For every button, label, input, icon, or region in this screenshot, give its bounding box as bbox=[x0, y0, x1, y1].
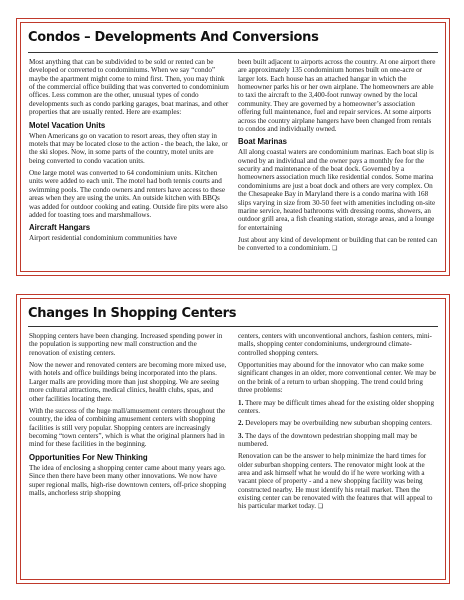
list-item-3 bbox=[238, 432, 438, 449]
list-number: 2. bbox=[238, 419, 244, 428]
paragraph-3: With the success of the huge mall/amusement centers throughout the country, the idea of combining amusement centers with shopping facilities is still very popular. Shopping centers are increasingly becoming “town centers”, which is what the original planners had in mind for these facilities in the beginning. bbox=[29, 406, 226, 449]
motel-paragraph-2: One large motel was converted to 64 condominium units. Kitchen units were added to each unit. The motel had both tennis courts and swimming pools. The condo owners and renters have access to these areas when they are using the units. An outside kitchen with BBQs was added for outdoor cooking and eating. Outside fire pits were also added for toasting toes and marshmallows. bbox=[29, 169, 228, 219]
article-columns bbox=[29, 332, 438, 576]
shopping-article-panel bbox=[20, 298, 446, 580]
paragraph-1: Shopping centers have been changing. Increased spending power in the population is supporting new mall construction and the renovation of existing centers. bbox=[29, 332, 223, 357]
column-left bbox=[29, 332, 229, 576]
boat-paragraph: All along coastal waters are condominium marinas. Each boat slip is owned by an individual and the owner pays a monthly fee for the security and maintenance of the boat dock. Governed by a homeowners association much like residential condos. Some marina condominiums are just a boat dock and others are very complex. On the Chesapeake Bay in Maryland there is a condo marina with 168 slips varying in size from 30-50 feet with amenities including on-site marine service, heated bathrooms with dressing rooms, showers, an outdoor grill area, a fish cleaning station, storage areas, and a lounge for entertaining bbox=[238, 148, 436, 232]
paragraph-6: Opportunities may abound for the innovator who can make some significant changes in an older, more conventional center. We may be on the brink of a return to urban shopping. The trend could bring three problems: bbox=[238, 361, 437, 395]
paragraph-4: The idea of enclosing a shopping center came about many years ago. Since then there have been many other innovations. We now have super regional malls, high-rise downtown centers, off-price shopping malls, anchorless strip shopping bbox=[29, 463, 227, 497]
title-rule bbox=[28, 52, 438, 53]
closing-paragraph bbox=[238, 236, 438, 253]
list-text: The days of the downtown pedestrian shopping mall may be numbered. bbox=[238, 431, 418, 448]
end-mark-icon: ❏ bbox=[317, 503, 324, 511]
intro-paragraph: Most anything that can be subdivided to be sold or rented can be developed or converted to condominiums. When we say “condo” maybe the apartment might come to mind first. Then, you may think of the commercial office building that was converted to condominium offices. Less common are the other, unusual types of condo developments such as condo parking garages, boat marinas, and other properties that are usually rented. Here are examples: bbox=[29, 58, 229, 117]
list-item-1 bbox=[238, 399, 438, 416]
paragraph-7 bbox=[238, 452, 438, 511]
condos-article-panel bbox=[20, 22, 446, 272]
column-right bbox=[238, 58, 438, 268]
aircraft-paragraph-continued: been built adjacent to airports across the country. At one airport there are approximately 135 condominium homes built on one-acre or larger lots. Each house has an attached hangar in which the homeowner parks his or her own airplane. The homeowners are able to taxi the aircraft to the 3,400-foot runway owned by the local community. They are governed by a homeowner’s association offering full maintenance, fuel and repair services. At some airports across the country airplane hangers have been changed from rentals to condos and individually owned. bbox=[238, 58, 436, 133]
list-text: There may be difficult times ahead for the existing older shopping centers. bbox=[238, 398, 435, 415]
paragraph-5: centers, centers with unconventional anchors, fashion centers, mini-malls, shopping center condominiums, underground climate-controlled shopping centers. bbox=[238, 332, 432, 357]
motel-heading: Motel Vacation Units bbox=[29, 120, 106, 130]
paragraph-text: Renovation can be the answer to help minimize the hard times for older suburban shopping centers. The renovator might look at the area and ask himself what he would do if he were working with a vacant piece of property - and a new shopping facility was being constructed nearby. He must identify his retail market. Then the existing center can be renovated with the features that will appeal to his particular market today. bbox=[238, 452, 433, 511]
end-mark-icon: ❏ bbox=[332, 245, 338, 253]
boat-heading: Boat Marinas bbox=[238, 137, 287, 147]
article-title: Changes In Shopping Centers bbox=[28, 306, 237, 321]
motel-paragraph-1: When Americans go on vacation to resort areas, they often stay in motels that may be located close to the action - the beach, the lake, or the ski slopes. Now, in some parts of the country, motel units are being converted to condo vacation units. bbox=[29, 131, 228, 165]
closing-text: Just about any kind of development or building that can be rented can be converted to a condominium. bbox=[238, 235, 438, 253]
title-rule bbox=[28, 326, 438, 327]
aircraft-heading: Aircraft Hangars bbox=[29, 223, 91, 233]
list-item-2 bbox=[238, 419, 438, 427]
list-text: Developers may be overbuilding new suburban shopping centers. bbox=[245, 419, 432, 428]
list-number: 3. bbox=[238, 431, 244, 440]
list-number: 1. bbox=[238, 398, 244, 407]
article-columns bbox=[29, 58, 438, 268]
aircraft-paragraph: Airport residential condominium communities have bbox=[29, 234, 177, 243]
article-title: Condos – Developments And Conversions bbox=[28, 30, 319, 45]
column-right bbox=[238, 332, 438, 576]
column-left bbox=[29, 58, 229, 268]
paragraph-2: Now the newer and renovated centers are becoming more mixed use, with hotels and office buildings being incorporated into the plans. Larger malls are providing more than just shopping. We are seeing more cultural attractions, medical clinics, health clubs, spas, and other facilities locating there. bbox=[29, 361, 227, 403]
opportunities-heading: Opportunities For New Thinking bbox=[29, 452, 148, 462]
